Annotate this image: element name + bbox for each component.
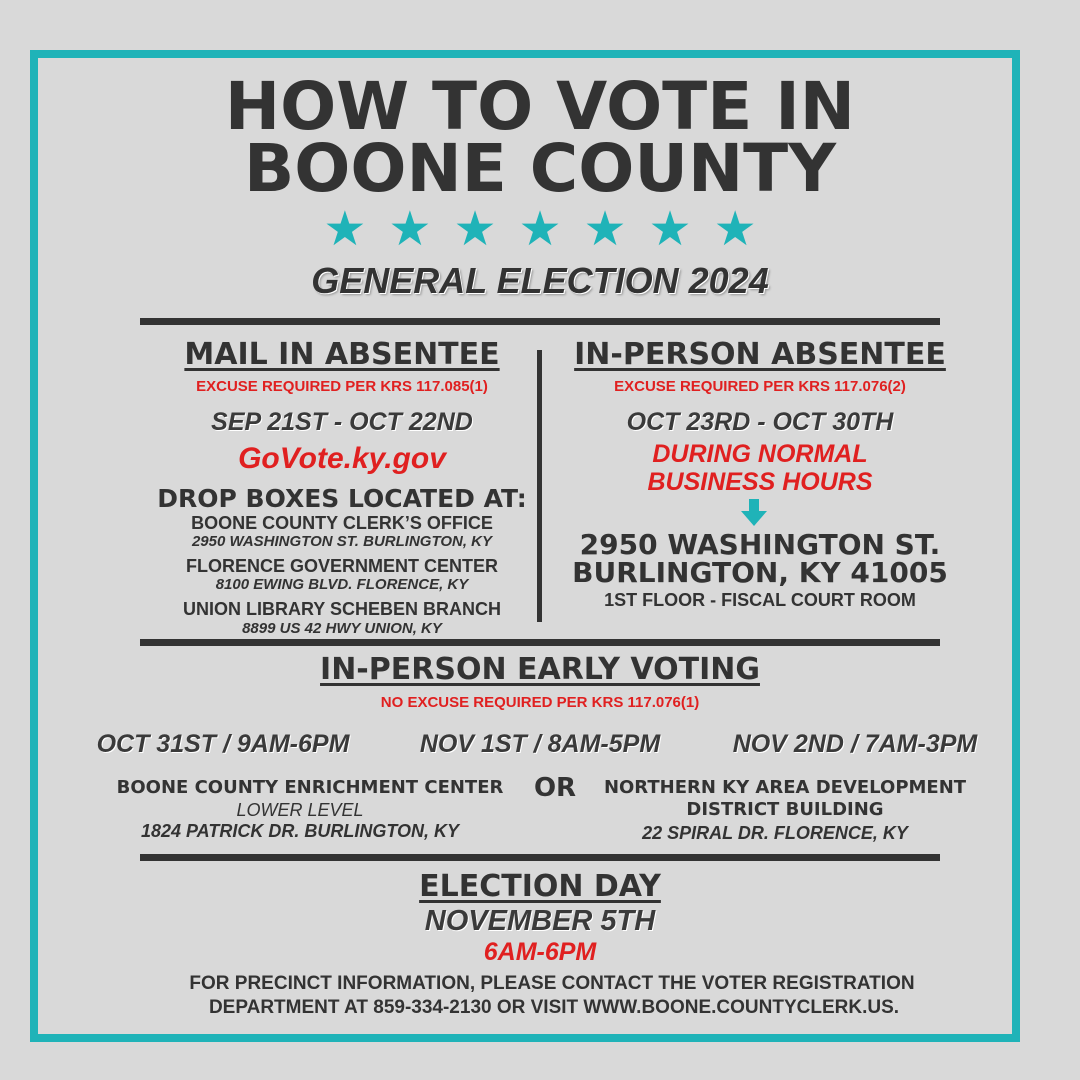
- mail-absentee-note: EXCUSE REQUIRED PER KRS 117.085(1): [196, 378, 488, 395]
- title-line-1: HOW TO VOTE IN: [224, 68, 856, 145]
- early-voting-heading: IN-PERSON EARLY VOTING: [320, 652, 760, 687]
- early-voting-day: OCT 31ST / 9AM-6PM: [96, 730, 350, 758]
- enrichment-center-name: BOONE COUNTY ENRICHMENT CENTER: [116, 777, 504, 798]
- arrow-down-icon: [741, 499, 767, 527]
- divider-middle: [140, 639, 940, 646]
- mail-absentee-heading: MAIL IN ABSENTEE: [184, 337, 500, 372]
- business-hours-line1: DURING NORMAL: [652, 440, 868, 468]
- dropbox-location-name: FLORENCE GOVERNMENT CENTER: [185, 556, 498, 576]
- inperson-absentee-heading: IN-PERSON ABSENTEE: [574, 337, 946, 372]
- star-row-icon: ★★★★★★★: [323, 201, 779, 257]
- dropbox-location-address: 2950 WASHINGTON ST. BURLINGTON, KY: [191, 533, 493, 550]
- govote-website-link[interactable]: GoVote.ky.gov: [238, 442, 446, 475]
- dropbox-heading: DROP BOXES LOCATED AT:: [157, 484, 527, 513]
- nkadd-building-name: NORTHERN KY AREA DEVELOPMENT: [603, 777, 967, 798]
- early-voting-day: NOV 2ND / 7AM-3PM: [732, 730, 978, 758]
- inperson-address-line2: BURLINGTON, KY 41005: [572, 556, 948, 589]
- mail-absentee-dates: SEP 21ST - OCT 22ND: [211, 408, 473, 436]
- precinct-info-line1: FOR PRECINCT INFORMATION, PLEASE CONTACT THE VOTER REGISTRATION: [189, 973, 915, 994]
- election-day-heading: ELECTION DAY: [419, 869, 661, 904]
- nkadd-building-name-2: DISTRICT BUILDING: [686, 799, 884, 820]
- title-line-2: BOONE COUNTY: [243, 130, 836, 207]
- early-voting-day: NOV 1ST / 8AM-5PM: [419, 730, 661, 758]
- dropbox-location-address: 8899 US 42 HWY UNION, KY: [242, 620, 442, 637]
- nkadd-building-address: 22 SPIRAL DR. FLORENCE, KY: [642, 823, 908, 843]
- early-voting-note: NO EXCUSE REQUIRED PER KRS 117.076(1): [380, 694, 700, 711]
- or-separator: OR: [533, 773, 577, 803]
- election-day-date: NOVEMBER 5TH: [424, 905, 656, 937]
- dropbox-location-address: 8100 EWING BLVD. FLORENCE, KY: [215, 576, 469, 593]
- dropbox-location-name: BOONE COUNTY CLERK’S OFFICE: [191, 513, 493, 533]
- inperson-room: 1ST FLOOR - FISCAL COURT ROOM: [604, 590, 916, 610]
- subtitle: GENERAL ELECTION 2024: [311, 260, 769, 301]
- column-divider: [537, 350, 542, 622]
- inperson-absentee-dates: OCT 23RD - OCT 30TH: [626, 408, 894, 436]
- election-day-hours: 6AM-6PM: [483, 938, 597, 966]
- divider-top: [140, 318, 940, 325]
- inperson-address-line1: 2950 WASHINGTON ST.: [579, 528, 941, 561]
- enrichment-center-sub: LOWER LEVEL: [236, 800, 364, 820]
- precinct-info-line2: DEPARTMENT AT 859-334-2130 OR VISIT WWW.BOONE.COUNTYCLERK.US.: [208, 997, 900, 1018]
- business-hours-line2: BUSINESS HOURS: [647, 468, 873, 496]
- enrichment-center-address: 1824 PATRICK DR. BURLINGTON, KY: [140, 821, 460, 841]
- inperson-absentee-note: EXCUSE REQUIRED PER KRS 117.076(2): [614, 378, 906, 395]
- divider-bottom: [140, 854, 940, 861]
- dropbox-location-name: UNION LIBRARY SCHEBEN BRANCH: [182, 599, 501, 619]
